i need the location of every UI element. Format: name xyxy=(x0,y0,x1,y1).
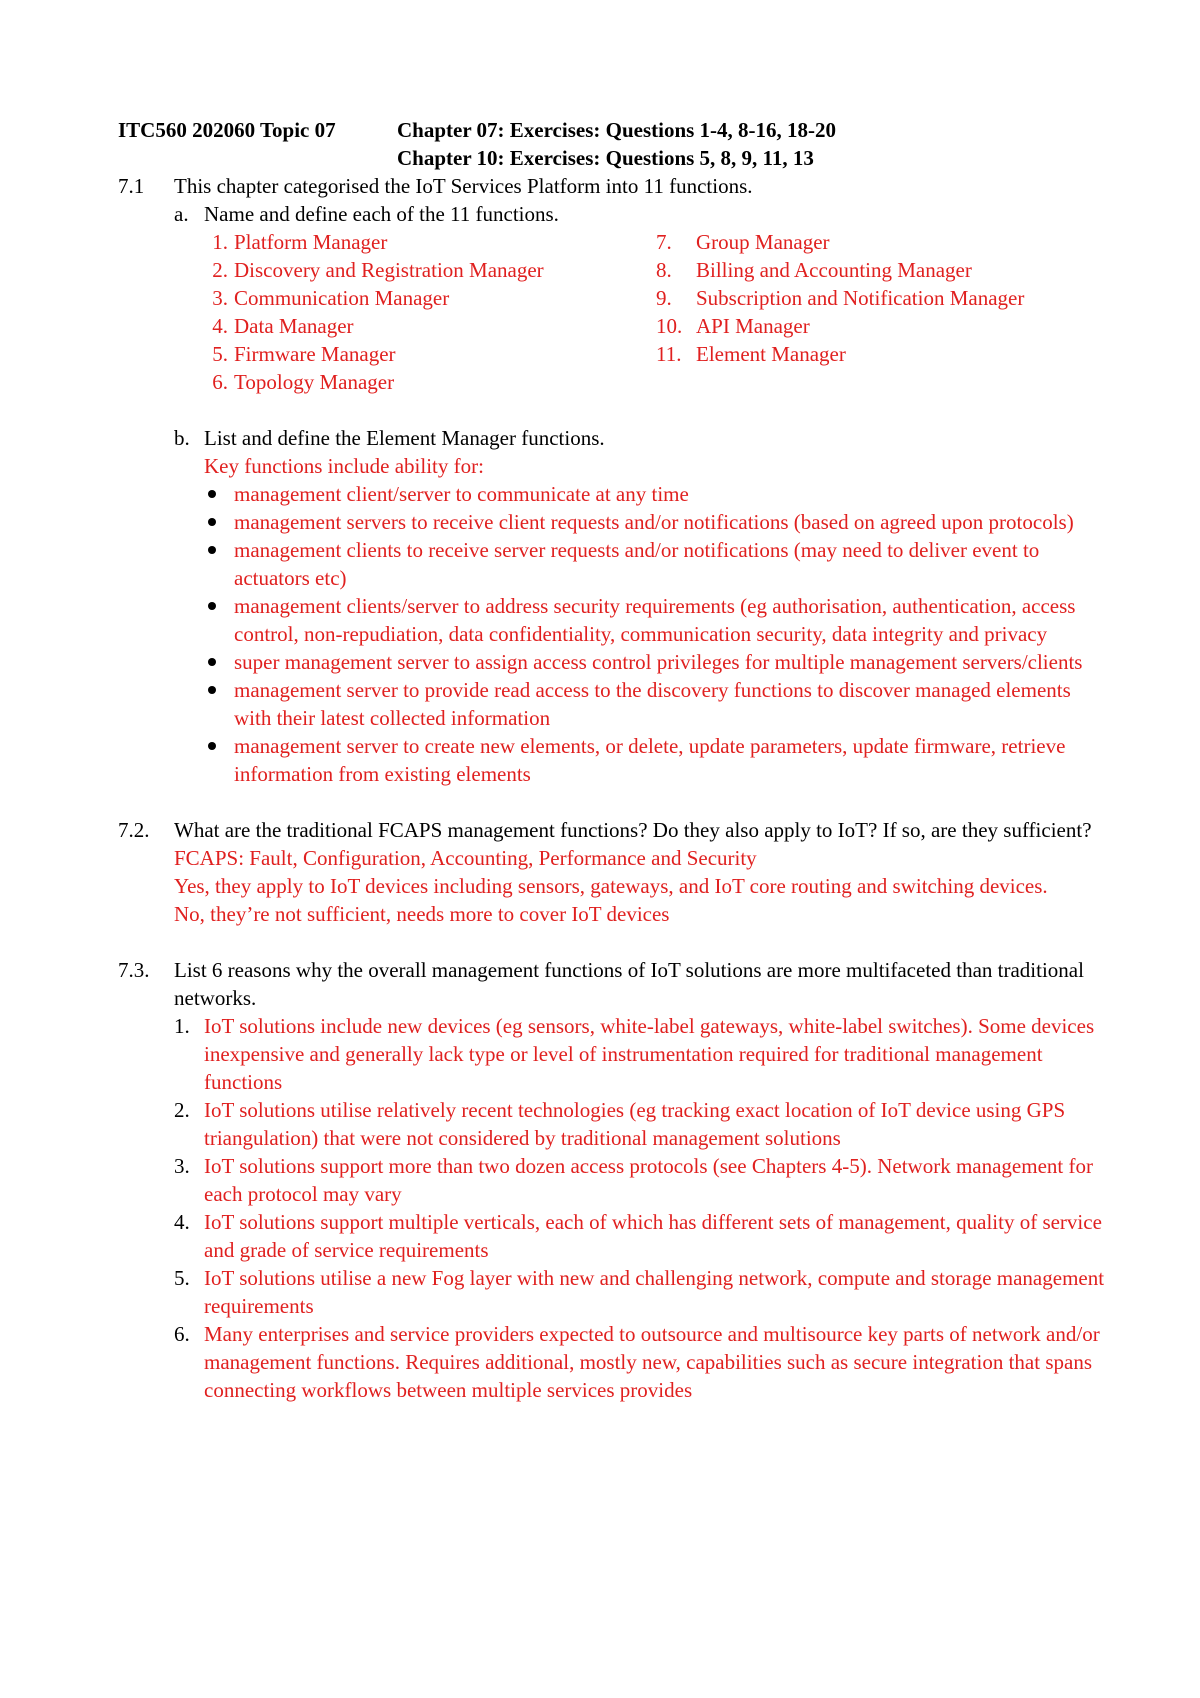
list-item: 3. IoT solutions support more than two dozen access protocols (see Chapters 4-5). Network management for each protocol may vary xyxy=(174,1154,1093,1206)
subquestion-label: a. xyxy=(174,202,189,226)
document-header xyxy=(118,116,1108,172)
list-item: 9. Subscription and Notification Manager xyxy=(656,286,1025,310)
list-item: 10. API Manager xyxy=(656,314,810,338)
list-item: management server to create new elements, or delete, update parameters, update firmware, retrieve information from existing elements xyxy=(204,732,1108,788)
list-item: 4. IoT solutions support multiple verticals, each of which has different sets of management, quality of service and grade of service requirements xyxy=(174,1210,1102,1262)
list-item: 6. Many enterprises and service providers expected to outsource and multisource key parts of network and/or management functions. Requires additional, mostly new, capabilities such as secure integration that spans connecting workflows between multiple services provides xyxy=(174,1322,1100,1402)
answer-intro: Key functions include ability for: xyxy=(204,454,484,478)
bullet-icon xyxy=(208,546,216,554)
answer-line: FCAPS: Fault, Configuration, Accounting, Performance and Security xyxy=(174,846,757,870)
list-item: 6. Topology Manager xyxy=(212,370,395,394)
functions-list xyxy=(204,228,1108,396)
answer-line: Yes, they apply to IoT devices including sensors, gateways, and IoT core routing and switching devices. xyxy=(174,874,1048,898)
list-item: management client/server to communicate at any time xyxy=(204,480,1108,508)
question-number: 7.1 xyxy=(118,174,145,198)
bullet-icon xyxy=(208,602,216,610)
answer-line: No, they’re not sufficient, needs more to cover IoT devices xyxy=(174,902,670,926)
list-item: 2. IoT solutions utilise relatively recent technologies (eg tracking exact location of IoT device using GPS triangulation) that were not considered by traditional management solutions xyxy=(174,1098,1066,1150)
question-text: List 6 reasons why the overall management functions of IoT solutions are more multifaceted than traditional networks. xyxy=(174,958,1084,1010)
question-text: What are the traditional FCAPS management functions? Do they also apply to IoT? If so, are they sufficient? xyxy=(174,818,1092,842)
question-number: 7.2. xyxy=(118,818,150,842)
subquestion-a xyxy=(174,200,1108,396)
list-item: 5. IoT solutions utilise a new Fog layer with new and challenging network, compute and storage management requirements xyxy=(174,1266,1105,1318)
list-item: management clients/server to address security requirements (eg authorisation, authentication, access control, non-repudiation, data confidentiality, communication security, data integrity and privacy xyxy=(204,592,1108,648)
document-page xyxy=(118,116,1108,1404)
list-item: 11. Element Manager xyxy=(656,342,846,366)
question-text: This chapter categorised the IoT Services Platform into 11 functions. xyxy=(174,174,753,198)
list-item: 5. Firmware Manager xyxy=(212,342,396,366)
list-item: management servers to receive client requests and/or notifications (based on agreed upon protocols) xyxy=(204,508,1108,536)
subquestion-label: b. xyxy=(174,426,190,450)
subquestion-text: Name and define each of the 11 functions. xyxy=(204,202,559,226)
list-item: 1. Platform Manager xyxy=(212,230,388,254)
reasons-list xyxy=(174,1012,1108,1404)
list-item: 3. Communication Manager xyxy=(212,286,450,310)
list-item: management server to provide read access to the discovery functions to discover managed elements with their latest collected information xyxy=(204,676,1108,732)
list-item: management clients to receive server requests and/or notifications (may need to deliver event to actuators etc) xyxy=(204,536,1108,592)
functions-column-left xyxy=(204,228,656,396)
bullet-icon xyxy=(208,686,216,694)
bullet-icon xyxy=(208,658,216,666)
bullet-icon xyxy=(208,490,216,498)
list-item: super management server to assign access control privileges for multiple management servers/clients xyxy=(204,648,1108,676)
question-number: 7.3. xyxy=(118,958,150,982)
question-7-1 xyxy=(118,172,1108,788)
bullet-icon xyxy=(208,742,216,750)
list-item: 7. Group Manager xyxy=(656,230,830,254)
list-item: 8. Billing and Accounting Manager xyxy=(656,258,972,282)
question-7-2 xyxy=(118,816,1108,928)
functions-column-right xyxy=(656,228,1108,396)
list-item: 1. IoT solutions include new devices (eg sensors, white-label gateways, white-label switches). Some devices inexpensive and generally lack type or level of instrumentation required for traditional management functions xyxy=(174,1014,1095,1094)
question-7-3 xyxy=(118,956,1108,1404)
subquestion-text: List and define the Element Manager functions. xyxy=(204,426,605,450)
course-code: ITC560 202060 Topic 07 xyxy=(118,118,336,142)
element-manager-functions xyxy=(204,480,1108,788)
chapter-07-heading: Chapter 07: Exercises: Questions 1-4, 8-16, 18-20 xyxy=(397,118,837,142)
list-item: 2. Discovery and Registration Manager xyxy=(212,258,544,282)
chapter-10-heading: Chapter 10: Exercises: Questions 5, 8, 9, 11, 13 xyxy=(397,146,814,170)
bullet-icon xyxy=(208,518,216,526)
subquestion-b xyxy=(174,424,1108,788)
list-item: 4. Data Manager xyxy=(212,314,354,338)
